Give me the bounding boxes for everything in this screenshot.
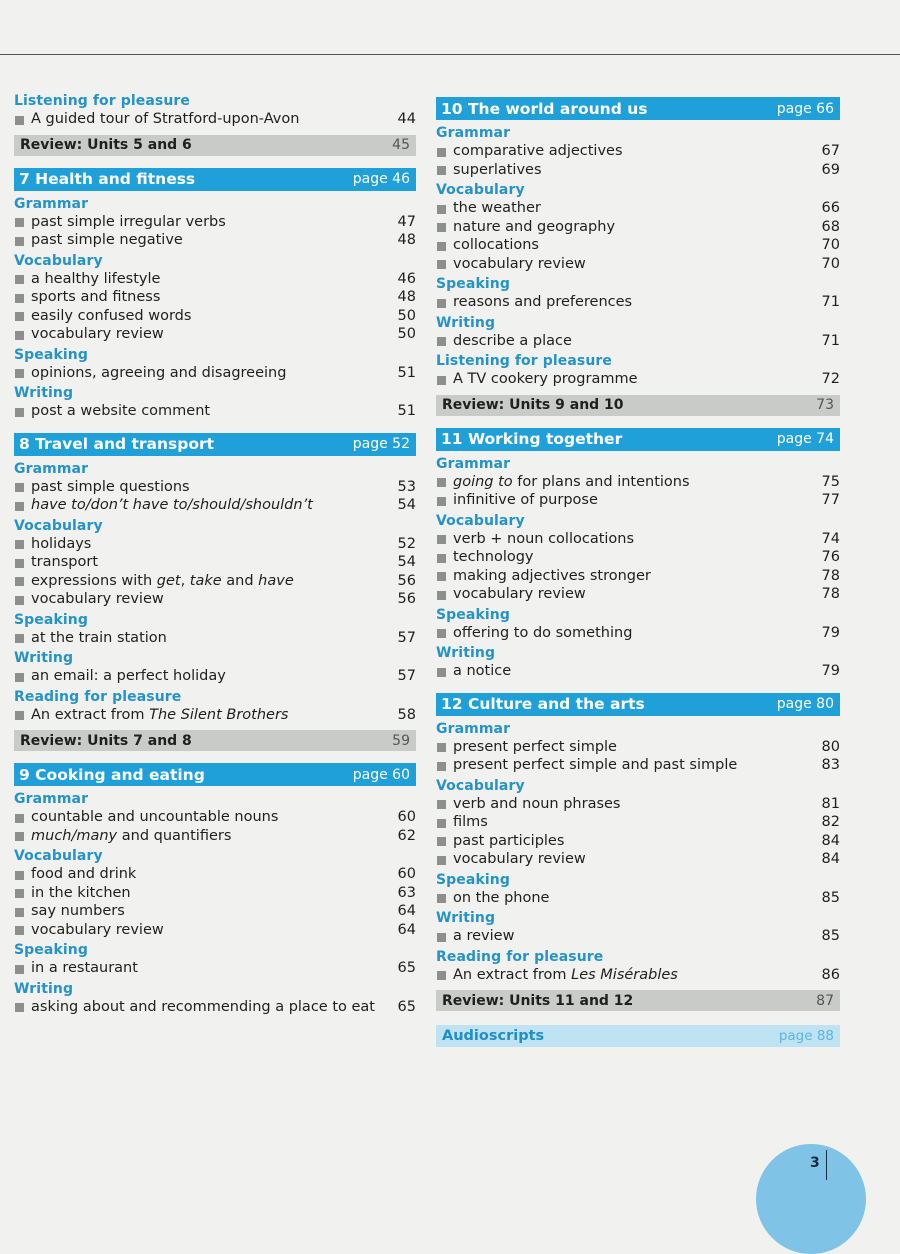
section-heading: Writing [436, 645, 496, 661]
section-heading: Reading for pleasure [14, 688, 182, 705]
bullet-square-icon [437, 591, 446, 600]
section-heading: Speaking [14, 942, 88, 958]
contents-entry: An extract from The Silent Brothers 58 [14, 706, 416, 725]
contents-entry: technology 76 [436, 548, 840, 567]
contents-entry: have to/don’t have to/should/shouldn’t 54 [14, 496, 416, 515]
bullet-square-icon [15, 814, 24, 823]
section-heading: Writing [14, 650, 74, 666]
bullet-square-icon [15, 218, 24, 227]
review-bar: Review: Units 5 and 6 45 [14, 135, 416, 156]
bullet-square-icon [437, 376, 446, 385]
contents-entry: transport 54 [14, 553, 416, 572]
bullet-square-icon [437, 478, 446, 487]
section-heading: Speaking [14, 611, 88, 628]
contents-entry: present perfect simple 80 [436, 738, 840, 757]
contents-entry: past simple negative 48 [14, 231, 416, 250]
section-heading: Grammar [436, 455, 511, 472]
contents-entry: films 82 [436, 813, 840, 832]
bullet-square-icon [15, 889, 24, 898]
bullet-square-icon [15, 275, 24, 284]
bullet-square-icon [437, 572, 446, 581]
bullet-square-icon [15, 711, 24, 720]
bullet-square-icon [437, 856, 446, 865]
contents-entry: easily confused words 50 [14, 307, 416, 326]
bullet-square-icon [15, 540, 24, 549]
contents-entry: post a website comment 51 [14, 402, 416, 421]
section-heading: Writing [14, 385, 74, 401]
contents-entry: vocabulary review 70 [436, 255, 840, 274]
contents-entry: much/many and quantifiers 62 [14, 827, 416, 846]
contents-entry: A guided tour of Stratford-upon-Avon 44 [14, 110, 416, 129]
contents-entry: a review 85 [436, 927, 840, 946]
contents-entry: a healthy lifestyle 46 [14, 270, 416, 289]
bullet-square-icon [437, 497, 446, 506]
contents-entry: A TV cookery programme 72 [436, 370, 840, 389]
contents-entry: say numbers 64 [14, 902, 416, 921]
contents-entry: a notice 79 [436, 662, 840, 681]
bullet-square-icon [15, 832, 24, 841]
bullet-square-icon [437, 260, 446, 269]
bullet-square-icon [437, 223, 446, 232]
bullet-square-icon [15, 331, 24, 340]
bullet-square-icon [15, 559, 24, 568]
contents-entry: past participles 84 [436, 832, 840, 851]
contents-right-column [436, 97, 840, 1047]
section-heading: Writing [436, 910, 496, 926]
bullet-square-icon [437, 337, 446, 346]
contents-entry: going to for plans and intentions 75 [436, 473, 840, 492]
bullet-square-icon [437, 299, 446, 308]
contents-entry: vocabulary review 50 [14, 325, 416, 344]
contents-entry: present perfect simple and past simple 83 [436, 756, 840, 775]
bullet-square-icon [437, 148, 446, 157]
bullet-square-icon [437, 629, 446, 638]
unit-header-10: 10 The world around us page 66 [436, 97, 840, 120]
section-heading: Speaking [436, 871, 510, 888]
section-heading: Speaking [436, 276, 510, 292]
section-heading: Grammar [436, 125, 511, 141]
section-heading: Vocabulary [436, 512, 525, 529]
section-heading: Vocabulary [14, 517, 103, 534]
contents-entry: in the kitchen 63 [14, 884, 416, 903]
review-bar: Review: Units 7 and 8 59 [14, 730, 416, 751]
contents-entry: asking about and recommending a place to eat 65 [14, 998, 416, 1017]
unit-header-9: 9 Cooking and eating page 60 [14, 763, 416, 786]
contents-entry: making adjectives stronger 78 [436, 567, 840, 586]
contents-entry: the weather 66 [436, 199, 840, 218]
contents-entry: verb and noun phrases 81 [436, 795, 840, 814]
bullet-square-icon [437, 743, 446, 752]
section-heading: Speaking [436, 606, 510, 623]
bullet-square-icon [15, 965, 24, 974]
section-heading: Listening for pleasure [14, 93, 191, 109]
contents-entry: countable and uncountable nouns 60 [14, 808, 416, 827]
contents-entry: describe a place 71 [436, 332, 840, 351]
bullet-square-icon [15, 908, 24, 917]
contents-entry: expressions with get, take and have 56 [14, 572, 416, 591]
bullet-square-icon [15, 116, 24, 125]
bullet-square-icon [15, 634, 24, 643]
contents-entry: vocabulary review 78 [436, 585, 840, 604]
bullet-square-icon [15, 483, 24, 492]
section-heading: Speaking [14, 346, 88, 363]
section-heading: Listening for pleasure [436, 353, 613, 369]
bullet-square-icon [15, 312, 24, 321]
contents-left-column [14, 90, 416, 1016]
bullet-square-icon [437, 971, 446, 980]
bullet-square-icon [15, 577, 24, 586]
contents-entry: vocabulary review 84 [436, 850, 840, 869]
bullet-square-icon [437, 762, 446, 771]
bullet-square-icon [437, 205, 446, 214]
contents-entry: at the train station 57 [14, 629, 416, 648]
contents-entry: sports and fitness 48 [14, 288, 416, 307]
bullet-square-icon [437, 242, 446, 251]
contents-entry: past simple questions 53 [14, 478, 416, 497]
section-heading: Vocabulary [14, 252, 103, 269]
section-heading: Grammar [436, 720, 511, 737]
contents-entry: vocabulary review 64 [14, 921, 416, 940]
bullet-square-icon [437, 819, 446, 828]
section-heading: Vocabulary [14, 848, 103, 864]
bullet-square-icon [15, 871, 24, 880]
section-heading: Vocabulary [436, 777, 525, 794]
unit-header-12: 12 Culture and the arts page 80 [436, 693, 840, 716]
bullet-square-icon [437, 535, 446, 544]
bullet-square-icon [437, 668, 446, 677]
unit-header-7: 7 Health and fitness page 46 [14, 168, 416, 191]
contents-entry: on the phone 85 [436, 889, 840, 908]
contents-entry: vocabulary review 56 [14, 590, 416, 609]
contents-entry: holidays 52 [14, 535, 416, 554]
contents-entry: superlatives 69 [436, 161, 840, 180]
bullet-square-icon [15, 673, 24, 682]
bullet-square-icon [437, 166, 446, 175]
page-number: 3 [810, 1155, 820, 1171]
bullet-square-icon [15, 237, 24, 246]
bullet-square-icon [15, 1003, 24, 1012]
contents-entry: comparative adjectives 67 [436, 142, 840, 161]
top-rule [0, 54, 900, 55]
section-heading: Writing [436, 314, 496, 331]
unit-header-11: 11 Working together page 74 [436, 428, 840, 451]
contents-entry: food and drink 60 [14, 865, 416, 884]
bullet-square-icon [15, 408, 24, 417]
section-heading: Vocabulary [436, 182, 525, 198]
bullet-square-icon [15, 369, 24, 378]
bullet-square-icon [437, 837, 446, 846]
bullet-square-icon [437, 894, 446, 903]
section-heading: Grammar [14, 195, 89, 212]
contents-entry: reasons and preferences 71 [436, 293, 840, 312]
contents-entry: collocations 70 [436, 236, 840, 255]
bullet-square-icon [437, 554, 446, 563]
bullet-square-icon [15, 502, 24, 511]
review-bar: Review: Units 11 and 12 87 [436, 990, 840, 1011]
contents-entry: An extract from Les Misérables 86 [436, 966, 840, 985]
page-number-divider [826, 1150, 827, 1180]
audioscripts-bar: Audioscripts page 88 [436, 1025, 840, 1047]
bullet-square-icon [437, 800, 446, 809]
bullet-square-icon [15, 294, 24, 303]
contents-entry: past simple irregular verbs 47 [14, 213, 416, 232]
unit-header-8: 8 Travel and transport page 52 [14, 433, 416, 456]
review-bar: Review: Units 9 and 10 73 [436, 395, 840, 416]
bullet-square-icon [15, 596, 24, 605]
section-heading: Reading for pleasure [436, 948, 604, 965]
contents-entry: verb + noun collocations 74 [436, 530, 840, 549]
contents-entry: in a restaurant 65 [14, 959, 416, 978]
section-heading: Writing [14, 980, 74, 997]
bullet-square-icon [437, 933, 446, 942]
contents-entry: infinitive of purpose 77 [436, 491, 840, 510]
section-heading: Grammar [14, 460, 89, 477]
contents-entry: opinions, agreeing and disagreeing 51 [14, 364, 416, 383]
contents-entry: an email: a perfect holiday 57 [14, 667, 416, 686]
bullet-square-icon [15, 926, 24, 935]
contents-entry: offering to do something 79 [436, 624, 840, 643]
section-heading: Grammar [14, 791, 89, 807]
contents-entry: nature and geography 68 [436, 218, 840, 237]
